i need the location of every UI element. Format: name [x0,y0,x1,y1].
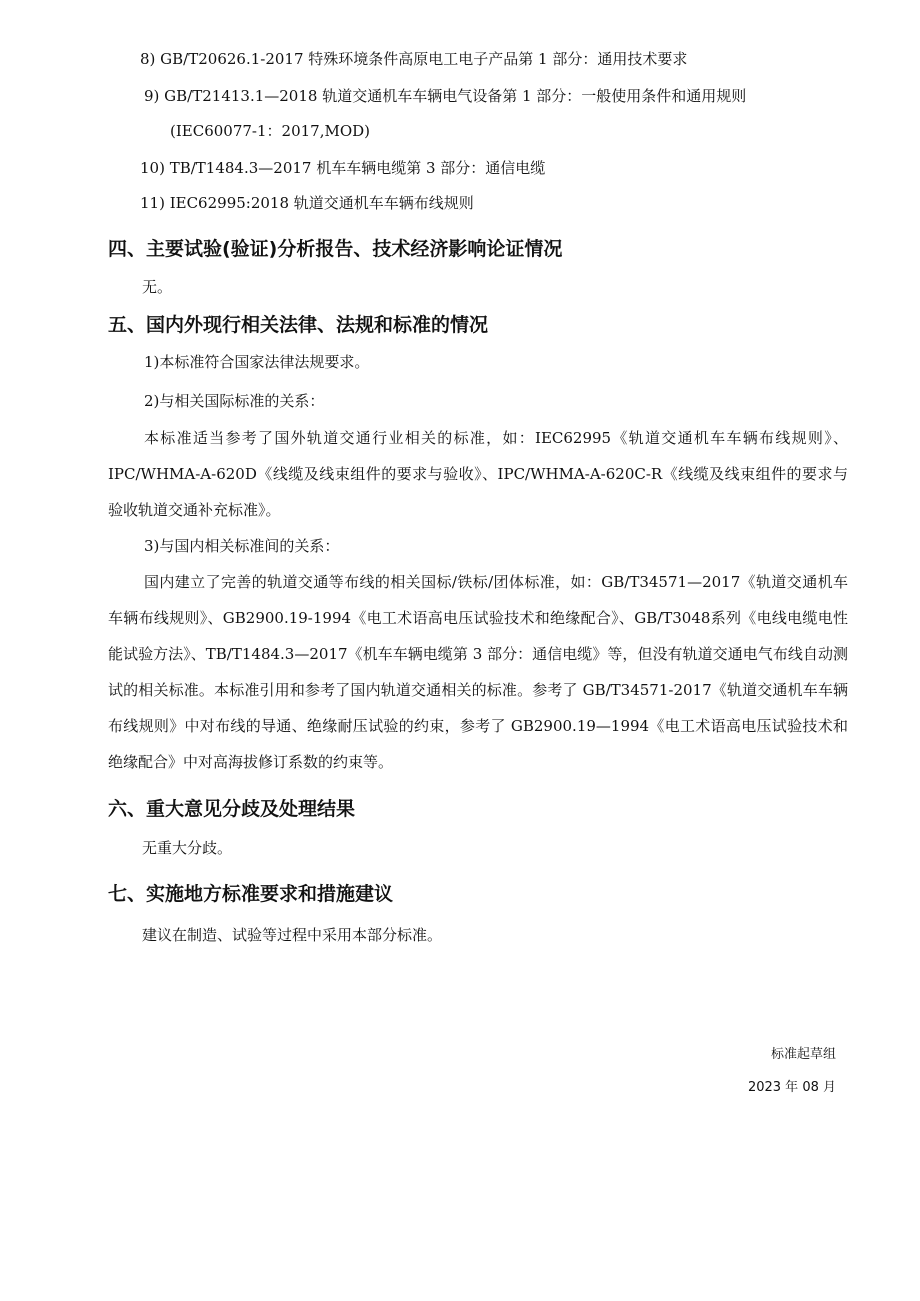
section-4-heading: 四、主要试验(验证)分析报告、技术经济影响论证情况 [108,238,563,260]
section-7-body: 建议在制造、试验等过程中采用本部分标准。 [142,926,443,944]
section-6-body: 无重大分歧。 [142,839,233,857]
section-5-heading: 五、国内外现行相关法律、法规和标准的情况 [108,314,489,336]
reference-item-9: 9) GB/T21413.1—2018 轨道交通机车车辆电气设备第 1 部分：一般使用条件和通用规则 [144,87,747,105]
signature-date: 2023 年 08 月 [747,1080,836,1095]
signature-author: 标准起草组 [770,1047,836,1062]
section-7-heading: 七、实施地方标准要求和措施建议 [108,883,394,905]
reference-item-11: 11) IEC62995:2018 轨道交通机车车辆布线规则 [140,194,474,212]
reference-item-10: 10) TB/T1484.3—2017 机车车辆电缆第 3 部分：通信电缆 [140,159,546,177]
section-4-body: 无。 [142,278,173,296]
section-6-heading: 六、重大意见分歧及处理结果 [108,798,356,820]
reference-item-9-continuation: (IEC60077-1：2017,MOD) [170,122,371,140]
section-5-item-2: 2)与相关国际标准的关系： [144,392,325,410]
section-5-item-1: 1)本标准符合国家法律法规要求。 [144,353,370,371]
reference-item-8: 8) GB/T20626.1-2017 特殊环境条件高原电工电子产品第 1 部分：通用技术要求 [140,50,688,68]
domestic-standards-paragraph: 国内建立了完善的轨道交通等布线的相关国标/铁标/团体标准，如：GB/T34571—2017《轨道交通机车车辆布线规则》、GB2900.19-1994《电工术语高电压试验技术和绝缘配合》、GB/T3048系列《电线电缆电性能试验方法》、TB/T1484.3—2017《机车车辆电缆第 3 部分：通信电缆》等，但没有轨道交通电气布线自动测试的相关标准。本标准引用和参考了国内轨道交通相关的标准。参考了 GB/T34571-2017《轨道交通机车车辆布线规则》中对布线的导通、绝缘耐压试验的约束，参考了 GB2900.19—1994《电工术语高电压试验技术和绝缘配合》中对高海拔修订系数的约束等。 [108,573,848,771]
international-standards-paragraph: 本标准适当参考了国外轨道交通行业相关的标准，如：IEC62995《轨道交通机车车辆布线规则》、IPC/WHMA-A-620D《线缆及线束组件的要求与验收》、IPC/WHMA-A-620C-R《线缆及线束组件的要求与验收轨道交通补充标准》。 [108,429,848,519]
section-5-item-3: 3)与国内相关标准间的关系： [144,537,340,555]
